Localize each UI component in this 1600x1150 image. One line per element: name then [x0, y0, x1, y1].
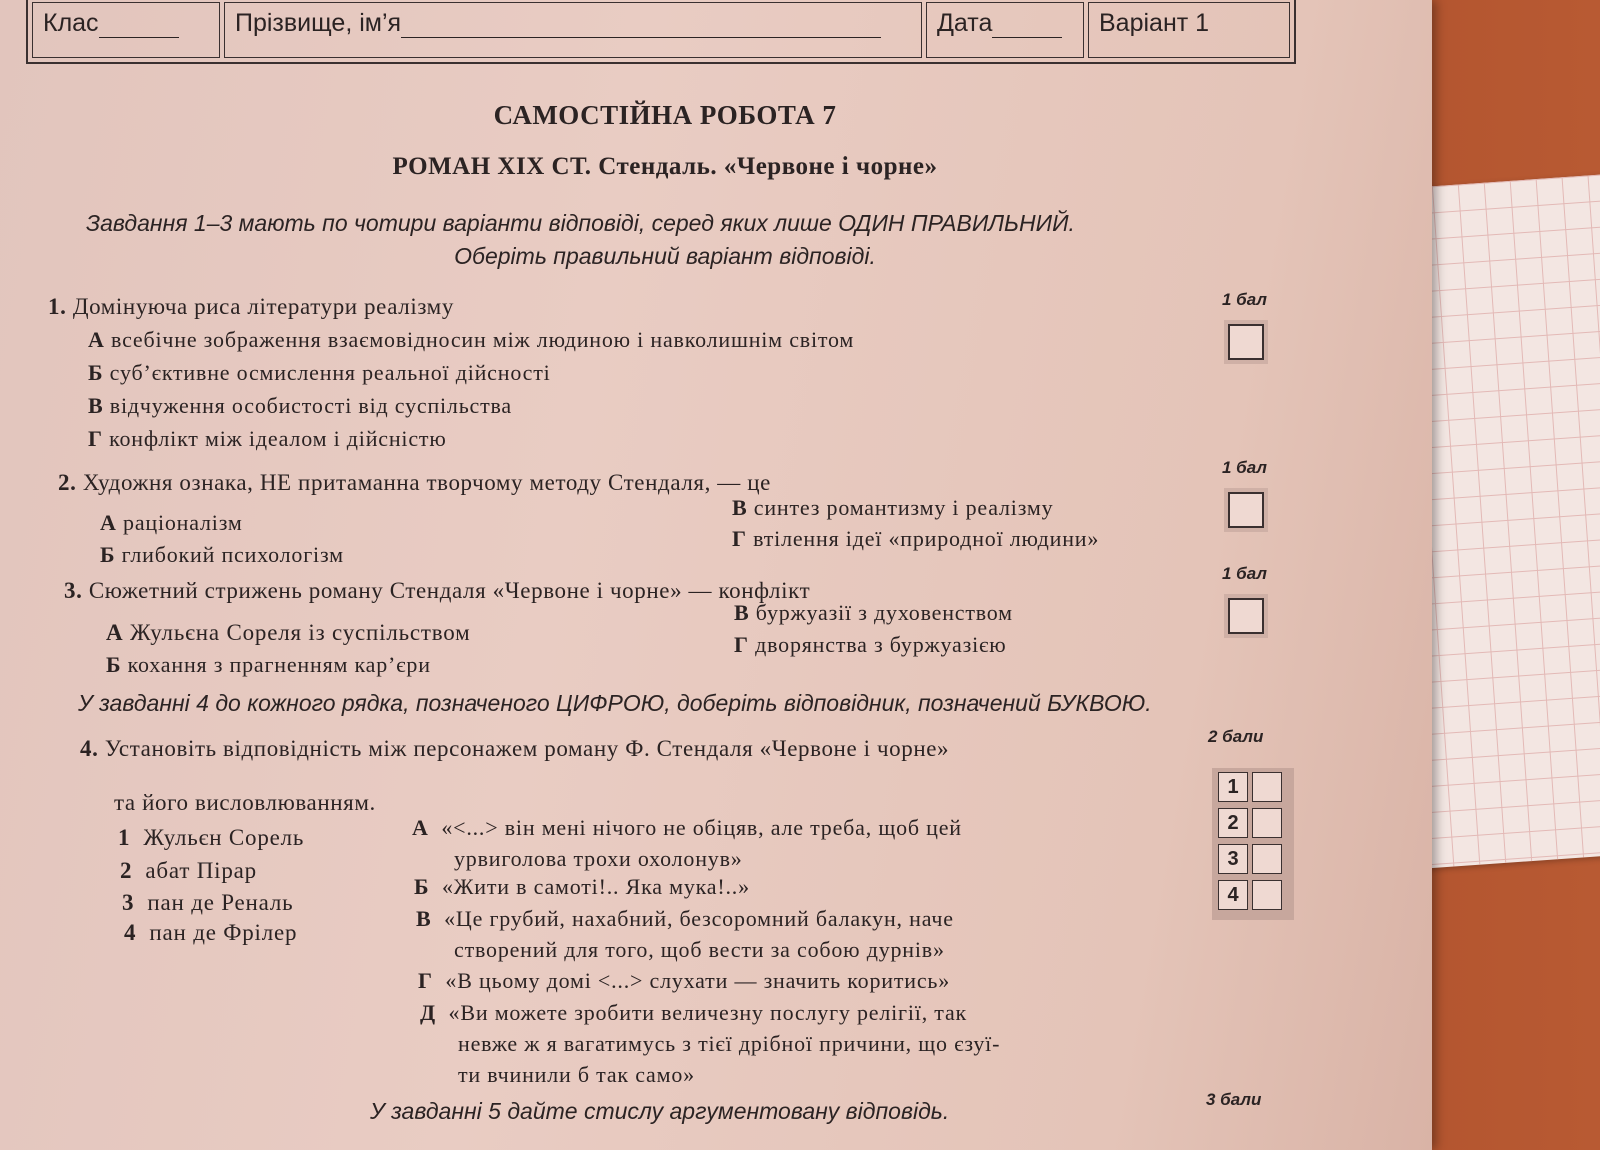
q2-option-g[interactable]: Г втілення ідеї «природної людини»	[732, 526, 1100, 551]
page-title: САМОСТІЙНА РОБОТА 7	[493, 100, 837, 130]
q4-points: 2 бали	[1208, 727, 1264, 746]
q3-option-a[interactable]: А Жульєна Сореля із суспільством	[106, 620, 471, 645]
q4-quote-b: Б «Жити в самоті!.. Яка мука!..»	[414, 874, 750, 899]
instruction-2: У завданні 4 до кожного рядка, позначеного ЦИФРОЮ, доберіть відповідник, позначений БУКВОЮ.	[78, 690, 1152, 716]
page-subtitle: РОМАН XIX СТ. Стендаль. «Червоне і чорне»	[392, 153, 938, 180]
q4-quote-v-line2: створений для того, щоб вести за собою дурнів»	[454, 937, 945, 962]
q4-character-2: 2 абат Пірар	[120, 858, 257, 883]
q4-character-1: 1 Жульєн Сорель	[118, 825, 305, 850]
grid-row-3	[1218, 844, 1298, 880]
grid-number-4: 4	[1218, 880, 1248, 910]
class-field[interactable]	[32, 2, 220, 58]
q4-quote-d-line3: ти вчинили б так само»	[458, 1062, 695, 1087]
grid-answer-3[interactable]	[1252, 844, 1282, 874]
date-field[interactable]	[926, 2, 1084, 58]
instruction-1: Завдання 1–3 мають по чотири варіанти відповіді, серед яких лише ОДИН ПРАВИЛЬНИЙ.	[86, 210, 1075, 236]
q4-quote-a: А «<...> він мені нічого не обіцяв, але треба, щоб цей	[412, 815, 962, 840]
q4-quote-d-line2: невже ж я вагатимусь з тієї дрібної причини, що єзуї-	[458, 1031, 1001, 1056]
question-1: 1. Домінуюча риса літератури реалізму	[48, 294, 454, 319]
grid-number-1: 1	[1218, 772, 1248, 802]
grid-row-2	[1218, 808, 1298, 844]
question-4: 4. Установіть відповідність між персонажем роману Ф. Стендаля «Червоне і чорне»	[80, 736, 950, 761]
grid-answer-2[interactable]	[1252, 808, 1282, 838]
q2-points: 1 бал	[1222, 458, 1267, 477]
date-label: Дата	[937, 9, 993, 37]
q3-answer-box[interactable]	[1228, 598, 1264, 634]
instruction-1-line2: Оберіть правильний варіант відповіді.	[454, 243, 876, 269]
question-4-line2: та його висловлюванням.	[114, 790, 376, 815]
q3-option-g[interactable]: Г дворянства з буржуазією	[734, 632, 1007, 657]
q2-option-a[interactable]: А раціоналізм	[100, 510, 243, 535]
class-label: Клас	[43, 9, 99, 37]
matching-grid	[1218, 772, 1298, 916]
q2-option-v[interactable]: В синтез романтизму і реалізму	[732, 495, 1054, 520]
header-form	[26, 0, 1296, 64]
q1-points: 1 бал	[1222, 290, 1267, 309]
q4-quote-g: Г «В цьому домі <...> слухати — значить коритись»	[418, 968, 951, 993]
q3-option-b[interactable]: Б кохання з прагненням кар’єри	[106, 652, 431, 677]
variant-cell	[1088, 2, 1290, 58]
q1-option-b[interactable]: Б суб’єктивне осмислення реальної дійсності	[88, 360, 551, 385]
grid-number-2: 2	[1218, 808, 1248, 838]
grid-row-4	[1218, 880, 1298, 916]
q4-character-4: 4 пан де Фрілер	[124, 920, 298, 945]
name-label: Прізвище, ім’я	[235, 9, 402, 37]
q1-answer-box[interactable]	[1228, 324, 1264, 360]
grid-answer-4[interactable]	[1252, 880, 1282, 910]
q2-option-b[interactable]: Б глибокий психологізм	[100, 542, 344, 567]
q4-character-3: 3 пан де Реналь	[122, 890, 294, 915]
variant-label: Варіант 1	[1099, 9, 1210, 37]
q4-quote-v: В «Це грубий, нахабний, безсоромний балакун, наче	[416, 906, 954, 931]
q1-option-g[interactable]: Г конфлікт між ідеалом і дійсністю	[88, 426, 447, 451]
q4-quote-d: Д «Ви можете зробити величезну послугу релігії, так	[420, 1000, 968, 1025]
grid-answer-1[interactable]	[1252, 772, 1282, 802]
q3-points: 1 бал	[1222, 564, 1267, 583]
question-3: 3. Сюжетний стрижень роману Стендаля «Червоне і чорне» — конфлікт	[64, 578, 811, 603]
grid-row-1	[1218, 772, 1298, 808]
grid-number-3: 3	[1218, 844, 1248, 874]
q1-option-v[interactable]: В відчуження особистості від суспільства	[88, 393, 512, 418]
q2-answer-box[interactable]	[1228, 492, 1264, 528]
name-field[interactable]	[224, 2, 922, 58]
q3-option-v[interactable]: В буржуазії з духовенством	[734, 600, 1013, 625]
question-2: 2. Художня ознака, НЕ притаманна творчому методу Стендаля, — це	[58, 470, 771, 495]
q5-points: 3 бали	[1206, 1090, 1262, 1109]
instruction-3: У завданні 5 дайте стислу аргументовану відповідь.	[370, 1098, 950, 1124]
q1-option-a[interactable]: А всебічне зображення взаємовідносин між людиною і навколишнім світом	[88, 327, 855, 352]
q4-quote-a-line2: урвиголова трохи охолонув»	[454, 846, 743, 871]
